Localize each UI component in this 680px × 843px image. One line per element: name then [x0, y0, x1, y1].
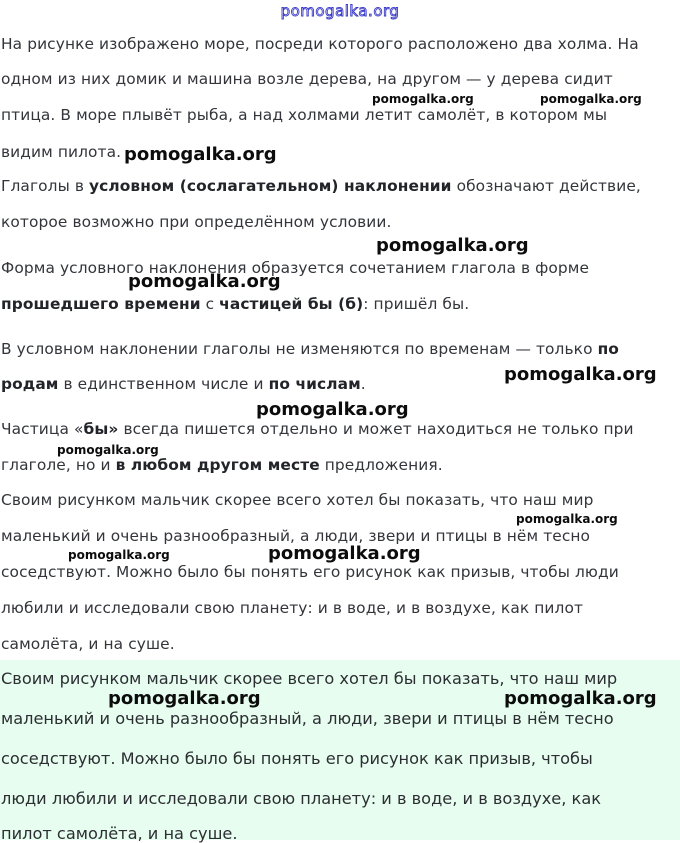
answer-line: пилот самолёта, и на суше. — [1, 824, 238, 843]
watermark: pomogalka.org — [57, 443, 159, 457]
watermark: pomogalka.org — [540, 92, 642, 106]
bold-term: бы» — [83, 420, 119, 438]
watermark: pomogalka.org — [372, 92, 474, 106]
text-line — [1, 295, 469, 313]
text-span: всегда пишется отдельно и может находиться не только при — [118, 420, 634, 438]
text-line — [1, 340, 619, 358]
text-span: обозначают действие, — [451, 177, 641, 195]
text-span: в единственном числе и — [58, 375, 269, 393]
text-span: : пришёл бы. — [363, 295, 470, 313]
watermark: pomogalka.org — [268, 543, 421, 564]
watermark: pomogalka.org — [256, 399, 409, 420]
answer-line: Своим рисунком мальчик скорее всего хотел бы показать, что наш мир — [1, 669, 618, 688]
text-line — [1, 420, 634, 438]
text-span: Частица « — [1, 420, 84, 438]
text-line: которое возможно при определённом условии. — [1, 213, 392, 231]
text-span: предложения. — [319, 456, 443, 474]
text-line: соседствуют. Можно было бы понять его рисунок как призыв, чтобы люди — [1, 563, 619, 581]
text-line — [1, 177, 641, 195]
site-link[interactable]: pomogalka.org — [280, 2, 400, 20]
watermark: pomogalka.org — [504, 688, 657, 709]
text-span: глаголе, но и — [1, 456, 116, 474]
text-line: птица. В море плывёт рыба, а над холмами летит самолёт, в котором мы — [1, 106, 608, 124]
bold-term: прошедшего времени — [1, 295, 201, 313]
watermark: pomogalka.org — [376, 235, 529, 256]
watermark: pomogalka.org — [108, 688, 261, 709]
text-line: видим пилота. — [1, 143, 122, 161]
watermark: pomogalka.org — [516, 512, 618, 526]
answer-line: маленький и очень разнообразный, а люди, звери и птицы в нём тесно — [1, 709, 614, 728]
text-line: маленький и очень разнообразный, а люди, звери и птицы в нём тесно — [1, 527, 591, 545]
bold-term: условном (сослагательном) наклонении — [89, 177, 452, 195]
watermark: pomogalka.org — [68, 548, 170, 562]
bold-term: родам — [1, 375, 59, 393]
text-line: самолёта, и на суше. — [1, 635, 175, 653]
watermark: pomogalka.org — [504, 364, 657, 385]
text-line — [1, 375, 366, 393]
answer-box — [0, 660, 680, 843]
bold-term: по числам — [268, 375, 361, 393]
text-span: с — [200, 295, 220, 313]
text-line: Форма условного наклонения образуется сочетанием глагола в форме — [1, 259, 590, 277]
answer-line: люди любили и исследовали свою планету: и в воде, и в воздухе, как — [1, 789, 602, 808]
text-line: любили и исследовали свою планету: и в воде, и в воздухе, как пилот — [1, 599, 584, 617]
text-span: В условном наклонении глаголы не изменяются по временам — только — [1, 340, 598, 358]
bold-term: в любом другом месте — [115, 456, 320, 474]
bold-term: частицей бы (б) — [219, 295, 364, 313]
watermark: pomogalka.org — [128, 271, 281, 292]
text-line — [1, 456, 443, 474]
text-line: одном из них домик и машина возле дерева, на другом — у дерева сидит — [1, 70, 613, 88]
text-span: . — [360, 375, 366, 393]
text-line: На рисунке изображено море, посреди которого расположено два холма. На — [1, 35, 639, 53]
text-span: Глаголы в — [1, 177, 90, 195]
answer-line: соседствуют. Можно было бы понять его рисунок как призыв, чтобы — [1, 749, 593, 768]
watermark: pomogalka.org — [124, 144, 277, 165]
bold-term: по — [597, 340, 619, 358]
text-line: Своим рисунком мальчик скорее всего хотел бы показать, что наш мир — [1, 491, 594, 509]
